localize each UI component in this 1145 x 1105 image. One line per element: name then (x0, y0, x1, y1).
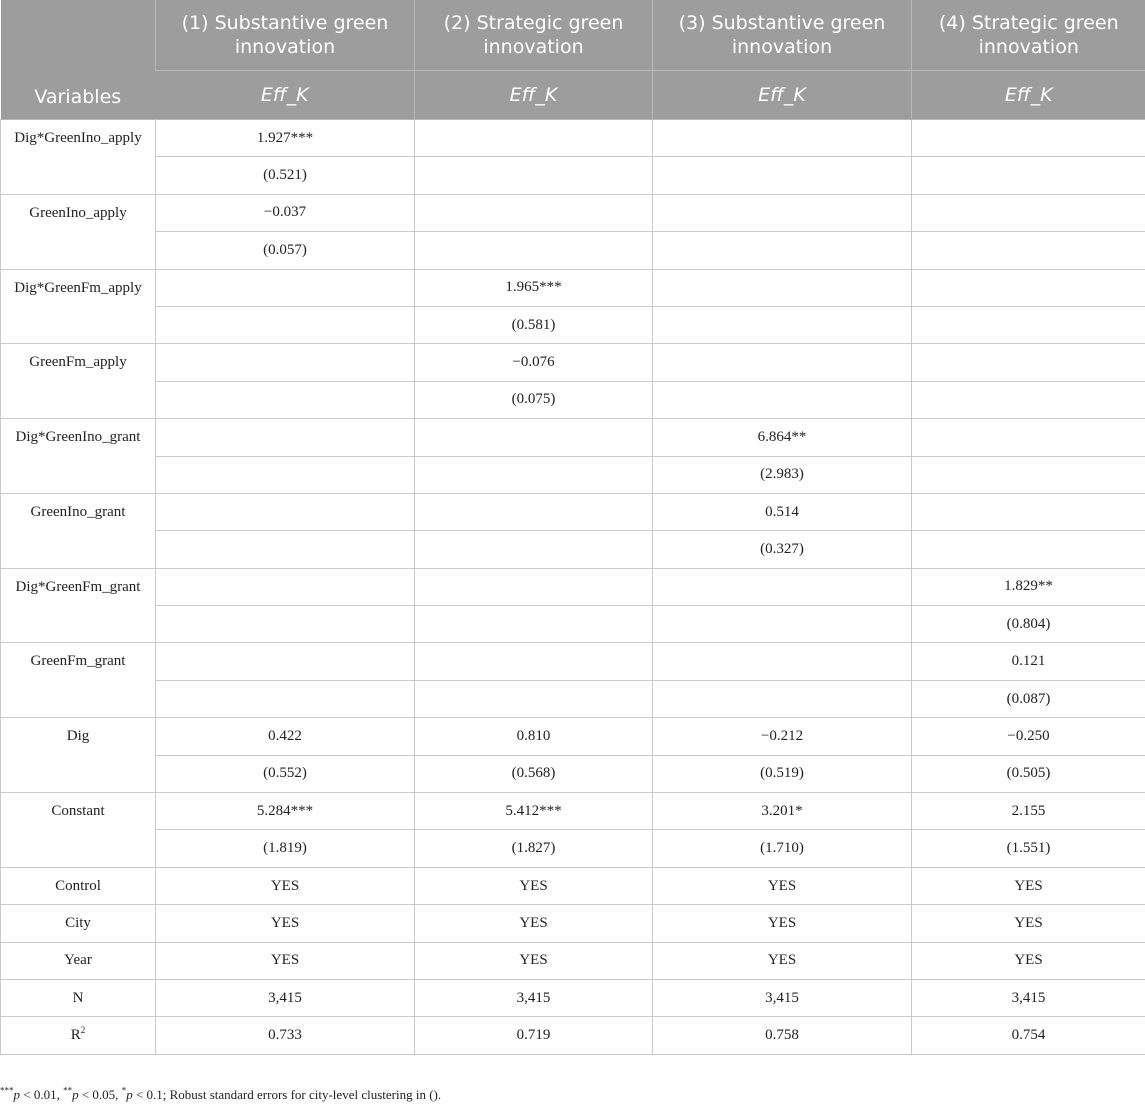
table-header (1, 0, 1145, 120)
r-squared-label: R (70, 1027, 81, 1044)
table-row (1, 568, 1145, 605)
table-row (1, 905, 1145, 942)
coefficient-cell: 6.864** (653, 419, 912, 456)
coefficient-cell (912, 493, 1145, 530)
coefficient-cell: 3.201* (653, 793, 912, 830)
coefficient-cell: 0.121 (912, 643, 1145, 680)
value-cell: YES (653, 942, 912, 979)
coefficient-cell (415, 419, 653, 456)
standard-error-cell: (0.581) (415, 306, 653, 343)
coefficient-cell: 5.412*** (415, 793, 653, 830)
column-4-dependent-variable: Eff_K (912, 71, 1145, 120)
table-row (1, 269, 1145, 306)
coefficient-cell (156, 643, 415, 680)
coefficient-cell: 1.829** (912, 568, 1145, 605)
variable-name: Dig*GreenIno_grant (1, 419, 156, 494)
coefficient-cell: −0.250 (912, 718, 1145, 755)
standard-error-cell (653, 680, 912, 717)
variable-name: N (1, 979, 156, 1016)
value-cell: YES (912, 867, 1145, 904)
coefficient-cell (415, 568, 653, 605)
standard-error-cell: (0.505) (912, 755, 1145, 792)
coefficient-cell: −0.212 (653, 718, 912, 755)
table-row (1, 867, 1145, 904)
standard-error-cell (156, 531, 415, 568)
coefficient-cell (156, 269, 415, 306)
column-1-dependent-variable: Eff_K (156, 71, 415, 120)
column-4-title: (4) Strategic green innovation (912, 0, 1145, 71)
standard-error-cell (156, 306, 415, 343)
coefficient-cell (156, 568, 415, 605)
table-row (1, 531, 1145, 568)
standard-error-cell (415, 232, 653, 269)
standard-error-cell (415, 456, 653, 493)
value-cell: YES (653, 867, 912, 904)
coefficient-cell (415, 120, 653, 157)
coefficient-cell (912, 194, 1145, 231)
table-row (1, 606, 1145, 643)
standard-error-cell (653, 232, 912, 269)
table-footnote: ***p < 0.01, **p < 0.05, *p < 0.1; Robust standard errors for city-level clustering in (). (0, 1085, 442, 1102)
value-cell: YES (156, 867, 415, 904)
table-row (1, 755, 1145, 792)
variable-name: Dig*GreenFm_apply (1, 269, 156, 344)
value-cell: YES (912, 942, 1145, 979)
standard-error-cell: (0.568) (415, 755, 653, 792)
value-cell: 0.754 (912, 1017, 1145, 1054)
table-row (1, 718, 1145, 755)
standard-error-cell (912, 232, 1145, 269)
coefficient-cell: 2.155 (912, 793, 1145, 830)
standard-error-cell (156, 680, 415, 717)
standard-error-cell: (0.521) (156, 157, 415, 194)
standard-error-cell (912, 456, 1145, 493)
standard-error-cell (415, 680, 653, 717)
table-row (1, 979, 1145, 1016)
value-cell: YES (156, 942, 415, 979)
table-row (1, 232, 1145, 269)
standard-error-cell (912, 531, 1145, 568)
variable-name: Dig*GreenFm_grant (1, 568, 156, 643)
standard-error-cell: (2.983) (653, 456, 912, 493)
variable-name: GreenFm_grant (1, 643, 156, 718)
variable-name: GreenIno_apply (1, 194, 156, 269)
coefficient-cell (653, 194, 912, 231)
table-row (1, 942, 1145, 979)
value-cell: YES (912, 905, 1145, 942)
column-2-dependent-variable: Eff_K (415, 71, 653, 120)
standard-error-cell: (1.710) (653, 830, 912, 867)
coefficient-cell (156, 419, 415, 456)
coefficient-cell: 5.284*** (156, 793, 415, 830)
table-row (1, 680, 1145, 717)
standard-error-cell (912, 381, 1145, 418)
coefficient-cell: −0.076 (415, 344, 653, 381)
standard-error-cell (156, 381, 415, 418)
standard-error-cell (912, 306, 1145, 343)
standard-error-cell (156, 606, 415, 643)
standard-error-cell: (0.087) (912, 680, 1145, 717)
standard-error-cell: (0.075) (415, 381, 653, 418)
table-row (1, 157, 1145, 194)
standard-error-cell: (1.551) (912, 830, 1145, 867)
table-row (1, 1017, 1145, 1054)
value-cell: 3,415 (415, 979, 653, 1016)
standard-error-cell: (0.552) (156, 755, 415, 792)
coefficient-cell (156, 344, 415, 381)
column-3-dependent-variable: Eff_K (653, 71, 912, 120)
coefficient-cell (912, 269, 1145, 306)
standard-error-cell (653, 606, 912, 643)
value-cell: 0.733 (156, 1017, 415, 1054)
value-cell: 3,415 (912, 979, 1145, 1016)
variables-header: Variables (1, 0, 156, 120)
value-cell: 3,415 (653, 979, 912, 1016)
standard-error-cell: (0.327) (653, 531, 912, 568)
value-cell: 0.719 (415, 1017, 653, 1054)
table-row (1, 344, 1145, 381)
coefficient-cell (653, 120, 912, 157)
coefficient-cell: 0.514 (653, 493, 912, 530)
coefficient-cell (415, 493, 653, 530)
variable-name: GreenFm_apply (1, 344, 156, 419)
standard-error-cell (415, 531, 653, 568)
variable-name: City (1, 905, 156, 942)
column-1-title: (1) Substantive green innovation (156, 0, 415, 71)
table-row (1, 643, 1145, 680)
variable-name: Control (1, 867, 156, 904)
standard-error-cell (415, 157, 653, 194)
variable-name: Dig (1, 718, 156, 793)
coefficient-cell (653, 269, 912, 306)
standard-error-cell: (1.827) (415, 830, 653, 867)
coefficient-cell (415, 643, 653, 680)
coefficient-cell (156, 493, 415, 530)
coefficient-cell (912, 419, 1145, 456)
variable-name: Dig*GreenIno_apply (1, 120, 156, 195)
value-cell: 3,415 (156, 979, 415, 1016)
table-body (1, 120, 1145, 1055)
coefficient-cell (653, 344, 912, 381)
coefficient-cell: −0.037 (156, 194, 415, 231)
coefficient-cell (912, 344, 1145, 381)
table-row (1, 419, 1145, 456)
variable-name: Year (1, 942, 156, 979)
table-row (1, 120, 1145, 157)
value-cell: 0.758 (653, 1017, 912, 1054)
value-cell: YES (415, 905, 653, 942)
column-2-title: (2) Strategic green innovation (415, 0, 653, 71)
column-3-title: (3) Substantive green innovation (653, 0, 912, 71)
standard-error-cell (653, 381, 912, 418)
coefficient-cell: 0.810 (415, 718, 653, 755)
value-cell: YES (156, 905, 415, 942)
coefficient-cell (415, 194, 653, 231)
coefficient-cell (653, 643, 912, 680)
table-row (1, 830, 1145, 867)
table-row (1, 456, 1145, 493)
standard-error-cell (415, 606, 653, 643)
value-cell: YES (653, 905, 912, 942)
table-row (1, 194, 1145, 231)
variable-name (1, 1017, 156, 1054)
variable-name: GreenIno_grant (1, 493, 156, 568)
r-squared-superscript: 2 (80, 1025, 86, 1036)
standard-error-cell: (1.819) (156, 830, 415, 867)
table-row (1, 493, 1145, 530)
standard-error-cell: (0.057) (156, 232, 415, 269)
standard-error-cell (912, 157, 1145, 194)
coefficient-cell (912, 120, 1145, 157)
standard-error-cell (156, 456, 415, 493)
value-cell: YES (415, 867, 653, 904)
table-row (1, 306, 1145, 343)
coefficient-cell: 1.965*** (415, 269, 653, 306)
standard-error-cell (653, 306, 912, 343)
variable-name: Constant (1, 793, 156, 868)
standard-error-cell (653, 157, 912, 194)
coefficient-cell: 1.927*** (156, 120, 415, 157)
standard-error-cell: (0.804) (912, 606, 1145, 643)
table-row (1, 381, 1145, 418)
standard-error-cell: (0.519) (653, 755, 912, 792)
value-cell: YES (415, 942, 653, 979)
coefficient-cell (653, 568, 912, 605)
table-row (1, 793, 1145, 830)
coefficient-cell: 0.422 (156, 718, 415, 755)
